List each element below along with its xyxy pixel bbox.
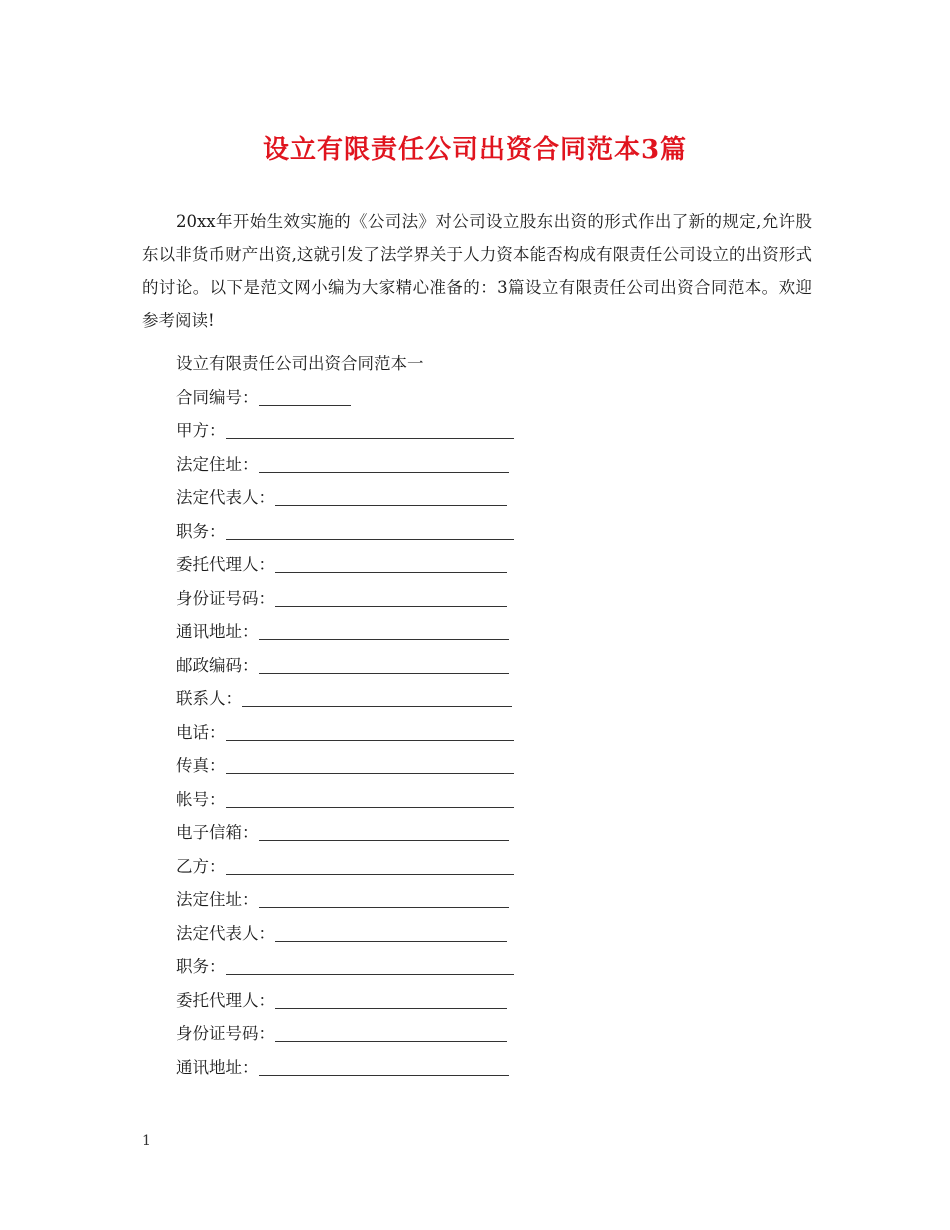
blank-line <box>275 605 507 607</box>
field-label: 电子信箱： <box>176 823 259 842</box>
field-label: 电话： <box>176 722 226 742</box>
field-label: 法定代表人： <box>176 923 275 943</box>
field-label: 联系人： <box>176 689 242 708</box>
field-account <box>176 783 576 817</box>
blank-line <box>275 571 507 573</box>
blank-line <box>275 940 507 942</box>
page-number: 1 <box>142 1133 151 1149</box>
field-label: 乙方： <box>176 856 226 876</box>
blank-line <box>259 839 509 841</box>
blank-line <box>226 538 514 540</box>
field-contract-number <box>176 381 576 415</box>
field-party-a <box>176 414 576 448</box>
field-label: 职务： <box>176 957 226 976</box>
document-title: 设立有限责任公司出资合同范本3篇 <box>262 135 688 165</box>
field-label: 传真： <box>176 756 226 775</box>
field-position <box>176 515 576 549</box>
field-label: 帐号： <box>176 789 226 809</box>
blank-line <box>259 1074 509 1076</box>
field-legal-address-b <box>176 883 576 917</box>
field-label: 通讯地址： <box>176 1057 259 1077</box>
section-heading: 设立有限责任公司出资合同范本一 <box>176 354 424 373</box>
field-legal-address <box>176 448 576 482</box>
field-id-number-b <box>176 1017 576 1051</box>
field-label: 委托代理人： <box>176 555 275 574</box>
field-label: 委托代理人： <box>176 990 275 1010</box>
field-party-b <box>176 850 576 884</box>
blank-line <box>226 973 514 975</box>
field-fax <box>176 749 576 783</box>
blank-line <box>275 1007 507 1009</box>
blank-line <box>259 471 509 473</box>
blank-line <box>259 672 509 674</box>
field-label: 身份证号码： <box>176 1024 275 1043</box>
intro-paragraph: 20xx年开始生效实施的《公司法》对公司设立股东出资的形式作出了新的规定,允许股东以非货币财产出资,这就引发了法学界关于人力资本能否构成有限责任公司设立的出资形式的讨论。以下是范文网小编为大家精心准备的：3篇设立有限责任公司出资合同范本。欢迎参考阅读! <box>142 212 812 330</box>
field-legal-representative-b <box>176 917 576 951</box>
field-label: 法定住址： <box>176 890 259 909</box>
blank-line <box>259 404 351 406</box>
field-authorized-agent <box>176 548 576 582</box>
field-label: 法定住址： <box>176 454 259 474</box>
blank-line <box>259 638 509 640</box>
field-phone <box>176 716 576 750</box>
field-position-b <box>176 950 576 984</box>
blank-line <box>275 1040 507 1042</box>
contract-field-list <box>176 347 576 1084</box>
field-label: 甲方： <box>176 421 226 440</box>
field-id-number <box>176 582 576 616</box>
field-label: 邮政编码： <box>176 655 259 675</box>
field-mailing-address <box>176 615 576 649</box>
field-postal-code <box>176 649 576 683</box>
field-label: 通讯地址： <box>176 622 259 641</box>
field-label: 身份证号码： <box>176 588 275 608</box>
field-contact <box>176 682 576 716</box>
blank-line <box>259 906 509 908</box>
field-label: 合同编号： <box>176 387 259 407</box>
blank-line <box>226 806 514 808</box>
blank-line <box>226 437 514 439</box>
field-email <box>176 816 576 850</box>
field-label: 法定代表人： <box>176 488 275 507</box>
field-mailing-address-b <box>176 1051 576 1085</box>
field-legal-representative <box>176 481 576 515</box>
field-authorized-agent-b <box>176 984 576 1018</box>
blank-line <box>275 504 507 506</box>
blank-line <box>226 772 514 774</box>
blank-line <box>226 873 514 875</box>
blank-line <box>242 705 512 707</box>
field-label: 职务： <box>176 521 226 541</box>
blank-line <box>226 739 514 741</box>
